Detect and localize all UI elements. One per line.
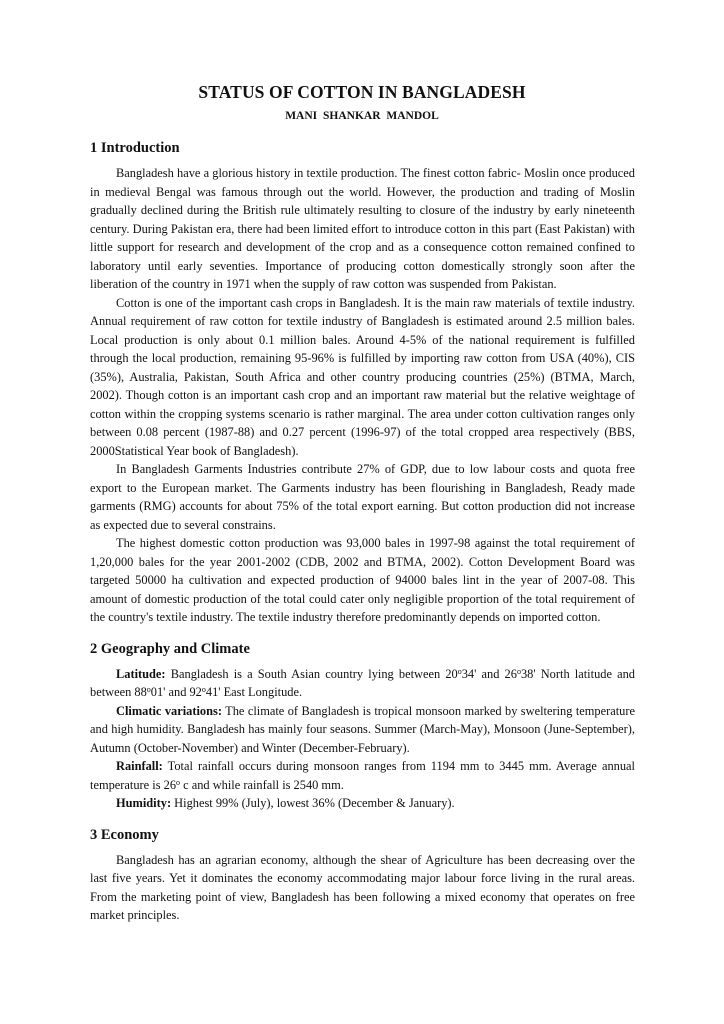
section-economy [90, 825, 635, 925]
paragraph: The highest domestic cotton production was 93,000 bales in 1997-98 against the total requirement of 1,20,000 bales for the year 2001-2002 (CDB, 2002 and BTMA, 2002). Cotton Development Board was targeted 50000 ha cultivation and expected production of 94000 bales lint in the year of 2007-08. This amount of domestic production of the total could cater only negligible proportion of the total requirement of the country's textile industry. The textile industry therefore predominantly depends on imported cotton. [90, 536, 635, 624]
section-introduction [90, 138, 635, 627]
section-heading: 3 Economy [90, 826, 159, 843]
humidity-paragraph [90, 794, 635, 813]
text-run: 01' and 92 [150, 685, 202, 699]
degree-mark: o [457, 666, 462, 676]
rainfall-label: Rainfall: [116, 759, 163, 773]
text-run: Highest 99% (July), lowest 36% (December & January). [171, 796, 455, 810]
latitude-label: Latitude: [116, 666, 166, 681]
paragraph: Bangladesh has an agrarian economy, although the shear of Agriculture has been decreasing over the last five years. Yet it dominates the economy accommodating major labour force living in the rural areas. From the marketing point of view, Bangladesh has been following a mixed economy that operates on free market principles. [90, 852, 635, 922]
degree-mark: o [146, 685, 151, 694]
latitude-paragraph [90, 665, 635, 702]
humidity-label: Humidity: [116, 796, 172, 810]
section-heading: 1 Introduction [90, 140, 180, 156]
text-run: The climate of Bangladesh is tropical monsoon marked by sweltering temperature and high humidity. Bangladesh has mainly four seasons. Summer (March-May), Monsoon (June-September), Autumn (October-November) and Winter (December-February). [90, 703, 635, 755]
document-body [90, 138, 635, 937]
rainfall-paragraph [90, 757, 635, 794]
paragraph: Cotton is one of the important cash crops in Bangladesh. It is the main raw materials of textile industry. Annual requirement of raw cotton for textile industry of Bangladesh is estimated around 2.5 million bales. Local production is only about 0.1 million bales. Around 4-5% of the national requirement is fulfilled through the local production, remaining 95-96% is fulfilled by importing raw cotton from USA (40%), CIS (35%), Australia, Pakistan, South Africa and other country producing countries (25%) (BTMA, March, 2002). Though cotton is an important cash crop and an important raw material but the relative weightage of cotton within the cropping systems scenario is rather marginal. The area under cotton cultivation ranges only between 0.08 percent (1987-88) and 0.27 percent (1996-97) of the total cropped area respectively (BBS, 2000Statistical Year book of Bangladesh). [90, 295, 635, 458]
text-run: 34' and 26 [461, 666, 517, 681]
paragraph: Bangladesh have a glorious history in textile production. The finest cotton fabric- Moslin once produced in medieval Bengal was famous through out the world. However, the production and trading of Moslin gradually declined during the British rule ultimately resulting to closure of the industry by early nineteenth century. During Pakistan era, there had been limited effort to introduce cotton in this part (East Pakistan) with little support for research and development of the crop and as a consequence cotton remained confined to laboratory until early seventies. Importance of producing cotton domestically strongly soon after the liberation of the country in 1971 when the supply of raw cotton was suspended from Pakistan. [90, 166, 635, 291]
degree-mark: o [176, 777, 181, 787]
text-run: Bangladesh is a South Asian country lying between 20 [165, 666, 458, 681]
degree-mark: o [201, 685, 206, 694]
document-author: MANI SHANKAR MANDOL [285, 110, 439, 122]
section-geography-climate [90, 639, 635, 813]
section-heading: 2 Geography and Climate [90, 640, 250, 657]
paragraph: In Bangladesh Garments Industries contribute 27% of GDP, due to low labour costs and quota free export to the European market. The Garments industry has been flourishing in Bangladesh, Ready made garments (RMG) accounts for about 75% of the total export earning. But cotton production did not increase as expected due to several constrains. [90, 462, 635, 532]
document-title: STATUS OF COTTON IN BANGLADESH [198, 82, 526, 102]
text-run: 38' North latitude and between 88 [90, 666, 636, 699]
text-run: c and while rainfall is 2540 mm. [180, 777, 344, 792]
climate-label: Climatic variations: [116, 703, 222, 718]
text-run: 41' East Longitude. [205, 685, 303, 699]
degree-mark: o [516, 666, 521, 676]
climate-paragraph [90, 702, 635, 758]
text-run: Total rainfall occurs during monsoon ranges from 1194 mm to 3445 mm. Average annual temperature is 26 [90, 759, 635, 792]
